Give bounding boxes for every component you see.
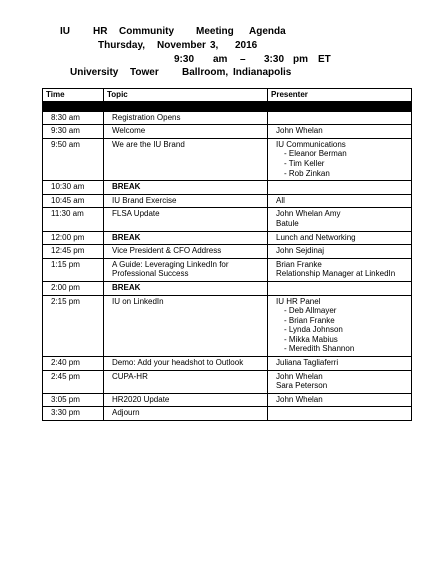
row-topic: A Guide: Leveraging LinkedIn for Professional Success — [104, 258, 268, 281]
presenter-name: IU Communications — [276, 139, 346, 149]
panelist-list — [276, 149, 405, 178]
row-presenter — [268, 258, 412, 281]
row-time: 10:45 am — [43, 194, 104, 208]
row-topic: CUPA-HR — [104, 370, 268, 393]
row-time: 2:40 pm — [43, 357, 104, 371]
row-presenter — [268, 208, 412, 231]
row-presenter — [268, 393, 412, 407]
title-word: HR — [93, 26, 108, 37]
row-presenter — [268, 138, 412, 180]
row-presenter — [268, 194, 412, 208]
row-presenter — [268, 295, 412, 357]
time-word: 3:30 — [264, 54, 285, 65]
row-topic: IU on LinkedIn — [104, 295, 268, 357]
row-presenter — [268, 111, 412, 125]
panelist-name: - Rob Zinkan — [284, 169, 405, 179]
time-word: ET — [318, 54, 331, 65]
row-topic: BREAK — [104, 281, 268, 295]
panelist-name: - Lynda Johnson — [284, 325, 405, 335]
title-word: Meeting — [196, 26, 234, 37]
title-word: Community — [119, 26, 174, 37]
row-time: 12:45 pm — [43, 245, 104, 259]
row-topic: Welcome — [104, 125, 268, 139]
table-row — [43, 231, 412, 245]
title-word: IU — [60, 26, 70, 37]
row-time: 11:30 am — [43, 208, 104, 231]
table-row — [43, 393, 412, 407]
date-word: Thursday, — [98, 40, 146, 51]
row-topic: We are the IU Brand — [104, 138, 268, 180]
table-row — [43, 138, 412, 180]
column-header-presenter: Presenter — [268, 89, 412, 102]
panelist-name: - Tim Keller — [284, 159, 405, 169]
row-presenter — [268, 407, 412, 421]
row-topic: BREAK — [104, 181, 268, 195]
row-topic: Adjourn — [104, 407, 268, 421]
agenda-rows — [43, 101, 412, 420]
table-header-row — [43, 89, 412, 102]
presenter-name: Juliana Tagliaferri — [276, 358, 339, 368]
table-row — [43, 245, 412, 259]
row-time: 2:45 pm — [43, 370, 104, 393]
panelist-name: - Eleanor Berman — [284, 149, 405, 159]
time-word: am — [213, 54, 228, 65]
panelist-list — [276, 306, 405, 354]
row-topic: FLSA Update — [104, 208, 268, 231]
table-row — [43, 258, 412, 281]
presenter-name: IU HR Panel — [276, 296, 321, 306]
title-word: Agenda — [249, 26, 286, 37]
row-time: 2:00 pm — [43, 281, 104, 295]
table-row — [43, 125, 412, 139]
presenter-name: John Whelan — [276, 126, 323, 136]
presenter-name: Sara Peterson — [276, 381, 328, 391]
row-presenter — [268, 231, 412, 245]
presenter-name: Brian Franke — [276, 259, 322, 269]
location-word: Ballroom, — [182, 67, 229, 78]
row-topic: Vice President & CFO Address — [104, 245, 268, 259]
row-topic: BREAK — [104, 231, 268, 245]
presenter-name: Relationship Manager at LinkedIn — [276, 269, 396, 279]
location-word: Indianapolis — [233, 67, 292, 78]
table-row — [43, 370, 412, 393]
agenda-table — [42, 88, 412, 421]
presenter-name: John Whelan — [276, 394, 323, 404]
location-word: Tower — [130, 67, 159, 78]
presenter-name: John Whelan Amy — [276, 209, 341, 219]
date-word: November — [157, 40, 206, 51]
presenter-name: Lunch and Networking — [276, 232, 356, 242]
row-presenter — [268, 245, 412, 259]
time-word: – — [240, 54, 246, 65]
row-time: 2:15 pm — [43, 295, 104, 357]
row-topic: Registration Opens — [104, 111, 268, 125]
row-presenter — [268, 370, 412, 393]
row-presenter — [268, 125, 412, 139]
row-time: 9:50 am — [43, 138, 104, 180]
row-time: 3:30 pm — [43, 407, 104, 421]
row-time: 10:30 am — [43, 181, 104, 195]
row-presenter — [268, 357, 412, 371]
presenter-name: John Whelan — [276, 371, 323, 381]
row-presenter — [268, 281, 412, 295]
table-row — [43, 208, 412, 231]
panelist-name: - Meredith Shannon — [284, 344, 405, 354]
column-header-time: Time — [43, 89, 104, 102]
row-time: 3:05 pm — [43, 393, 104, 407]
row-topic: HR2020 Update — [104, 393, 268, 407]
panelist-name: - Mikka Mabius — [284, 335, 405, 345]
row-time: 1:15 pm — [43, 258, 104, 281]
row-time: 12:00 pm — [43, 231, 104, 245]
date-word: 2016 — [235, 40, 258, 51]
table-row — [43, 281, 412, 295]
table-row — [43, 407, 412, 421]
row-time: 9:30 am — [43, 125, 104, 139]
table-row — [43, 181, 412, 195]
column-header-topic: Topic — [104, 89, 268, 102]
panelist-name: - Brian Franke — [284, 316, 405, 326]
location-word: University — [70, 67, 119, 78]
time-word: 9:30 — [174, 54, 195, 65]
row-topic: IU Brand Exercise — [104, 194, 268, 208]
row-topic: Demo: Add your headshot to Outlook — [104, 357, 268, 371]
row-presenter — [268, 181, 412, 195]
presenter-name: All — [276, 195, 285, 205]
table-row — [43, 111, 412, 125]
table-row — [43, 357, 412, 371]
table-row — [43, 295, 412, 357]
panelist-name: - Deb Allmayer — [284, 306, 405, 316]
table-row — [43, 194, 412, 208]
date-word: 3, — [210, 40, 219, 51]
presenter-name: Batule — [276, 218, 299, 228]
row-time: 8:30 am — [43, 111, 104, 125]
presenter-name: John Sejdinaj — [276, 246, 325, 256]
header-black-bar — [43, 101, 412, 111]
time-word: pm — [293, 54, 308, 65]
